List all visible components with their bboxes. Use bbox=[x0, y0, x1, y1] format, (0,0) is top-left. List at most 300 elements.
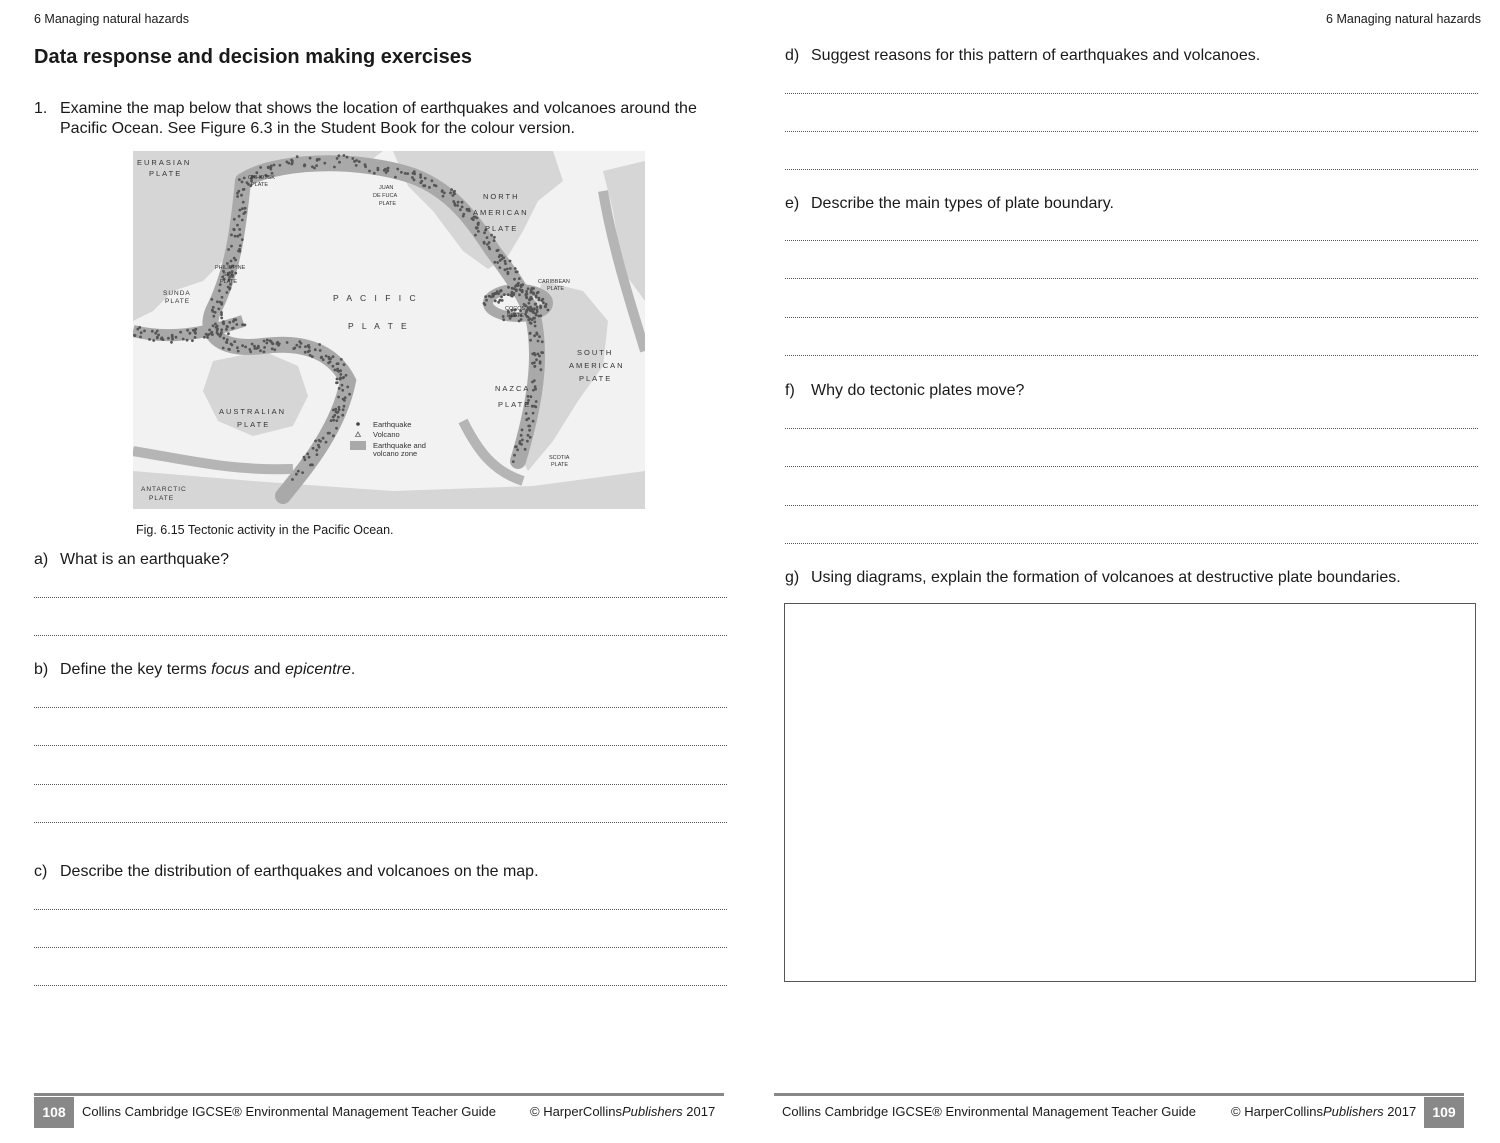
earthquake-dot bbox=[533, 321, 536, 324]
earthquake-dot bbox=[485, 299, 488, 302]
earthquake-dot bbox=[531, 353, 534, 356]
question-d-text: Suggest reasons for this pattern of earthquakes and volcanoes. bbox=[811, 47, 1261, 64]
question-b-term-epicentre: epicentre bbox=[285, 661, 351, 678]
earthquake-dot bbox=[309, 157, 312, 160]
earthquake-dot bbox=[186, 339, 189, 342]
earthquake-dot bbox=[320, 356, 323, 359]
earthquake-dot bbox=[228, 321, 231, 324]
earthquake-dot bbox=[503, 293, 506, 296]
answer-line[interactable] bbox=[785, 543, 1478, 544]
earthquake-dot bbox=[515, 445, 518, 448]
earthquake-dot bbox=[133, 334, 136, 337]
earthquake-dot bbox=[244, 346, 247, 349]
earthquake-dot bbox=[332, 434, 335, 437]
earthquake-dot bbox=[536, 292, 539, 295]
earthquake-dot bbox=[507, 293, 510, 296]
earthquake-dot bbox=[233, 340, 236, 343]
earthquake-dot bbox=[476, 217, 479, 220]
question-f-label: f) bbox=[785, 382, 795, 399]
earthquake-dot bbox=[513, 278, 516, 281]
earthquake-dot bbox=[412, 172, 415, 175]
earthquake-dot bbox=[332, 365, 335, 368]
earthquake-dot bbox=[226, 325, 229, 328]
earthquake-dot bbox=[527, 319, 530, 322]
answer-line[interactable] bbox=[785, 317, 1478, 318]
earthquake-dot bbox=[220, 328, 223, 331]
earthquake-dot bbox=[368, 170, 371, 173]
question-1-line-2: Pacific Ocean. See Figure 6.3 in the Student Book for the colour version. bbox=[60, 120, 575, 137]
earthquake-dot bbox=[329, 360, 332, 363]
earthquake-dot bbox=[516, 448, 519, 451]
earthquake-dot bbox=[234, 318, 237, 321]
earthquake-dot bbox=[538, 355, 541, 358]
answer-line[interactable] bbox=[785, 93, 1478, 94]
earthquake-dot bbox=[525, 412, 528, 415]
answer-line[interactable] bbox=[785, 466, 1478, 467]
earthquake-dot bbox=[336, 378, 339, 381]
answer-line[interactable] bbox=[34, 745, 727, 746]
earthquake-dot bbox=[488, 248, 491, 251]
earthquake-dot bbox=[313, 167, 316, 170]
earthquake-dot bbox=[328, 432, 331, 435]
earthquake-dot bbox=[232, 327, 235, 330]
earthquake-dot bbox=[530, 296, 533, 299]
earthquake-dot bbox=[235, 323, 238, 326]
earthquake-dot bbox=[461, 201, 464, 204]
earthquake-dot bbox=[291, 162, 294, 165]
label-philippine-1: PHILIPPINE bbox=[215, 265, 246, 271]
earthquake-dot bbox=[535, 296, 538, 299]
earthquake-dot bbox=[542, 301, 545, 304]
earthquake-dot bbox=[377, 168, 380, 171]
earthquake-dot bbox=[263, 340, 266, 343]
section-title: Data response and decision making exercises bbox=[34, 46, 472, 68]
question-d-label: d) bbox=[785, 47, 800, 64]
answer-line[interactable] bbox=[34, 635, 727, 636]
earthquake-dot bbox=[450, 188, 453, 191]
label-juan-1: JUAN bbox=[379, 185, 394, 191]
earthquake-dot bbox=[239, 250, 242, 253]
answer-line[interactable] bbox=[785, 240, 1478, 241]
earthquake-dot bbox=[518, 293, 521, 296]
copyright-right-post: 2017 bbox=[1383, 1104, 1417, 1119]
earthquake-dot bbox=[529, 306, 532, 309]
earthquake-dot bbox=[212, 315, 215, 318]
earthquake-dot bbox=[514, 267, 517, 270]
label-south-american-3: PLATE bbox=[579, 374, 613, 383]
earthquake-dot bbox=[527, 434, 530, 437]
earthquake-dot bbox=[506, 268, 509, 271]
question-d bbox=[785, 47, 1260, 65]
earthquake-dot bbox=[516, 270, 519, 273]
earthquake-dot bbox=[333, 166, 336, 169]
label-north-american-3: PLATE bbox=[485, 224, 519, 233]
earthquake-dot bbox=[152, 339, 155, 342]
earthquake-dot bbox=[528, 302, 531, 305]
answer-line[interactable] bbox=[785, 278, 1478, 279]
label-pacific-2: P L A T E bbox=[348, 321, 410, 331]
earthquake-dot bbox=[520, 285, 523, 288]
earthquake-dot bbox=[217, 308, 220, 311]
earthquake-dot bbox=[218, 289, 221, 292]
earthquake-dot bbox=[419, 181, 422, 184]
label-okhotsk-1: OKHOTSK bbox=[248, 175, 275, 181]
earthquake-dot bbox=[528, 429, 531, 432]
earthquake-dot bbox=[236, 195, 239, 198]
earthquake-dot bbox=[322, 358, 325, 361]
earthquake-dot bbox=[233, 218, 236, 221]
earthquake-dot bbox=[216, 325, 219, 328]
earthquake-dot bbox=[493, 239, 496, 242]
earthquake-dot bbox=[531, 362, 534, 365]
answer-line[interactable] bbox=[34, 909, 727, 910]
earthquake-dot bbox=[486, 236, 489, 239]
earthquake-dot bbox=[400, 171, 403, 174]
earthquake-dot bbox=[343, 363, 346, 366]
page-number-right: 109 bbox=[1424, 1097, 1464, 1128]
earthquake-dot bbox=[509, 267, 512, 270]
earthquake-dot bbox=[308, 349, 311, 352]
earthquake-dot bbox=[341, 389, 344, 392]
earthquake-dot bbox=[525, 309, 528, 312]
earthquake-dot bbox=[535, 358, 538, 361]
earthquake-dot bbox=[346, 156, 349, 159]
answer-line[interactable] bbox=[785, 131, 1478, 132]
earthquake-dot bbox=[483, 302, 486, 305]
earthquake-dot bbox=[477, 230, 480, 233]
earthquake-dot bbox=[241, 219, 244, 222]
earthquake-dot bbox=[449, 192, 452, 195]
earthquake-dot bbox=[527, 425, 530, 428]
earthquake-dot bbox=[404, 172, 407, 175]
earthquake-dot bbox=[456, 204, 459, 207]
earthquake-dot bbox=[194, 332, 197, 335]
earthquake-dot bbox=[297, 470, 300, 473]
earthquake-dot bbox=[472, 218, 475, 221]
legend-zone-swatch bbox=[350, 441, 366, 450]
earthquake-dot bbox=[533, 365, 536, 368]
earthquake-dot bbox=[457, 201, 460, 204]
label-antarctic-2: PLATE bbox=[149, 495, 175, 502]
earthquake-dot bbox=[301, 471, 304, 474]
earthquake-dot bbox=[241, 207, 244, 210]
earthquake-dot bbox=[193, 329, 196, 332]
earthquake-dot bbox=[461, 206, 464, 209]
earthquake-dot bbox=[241, 323, 244, 326]
earthquake-dot bbox=[532, 287, 535, 290]
label-sunda-2: PLATE bbox=[165, 298, 191, 305]
earthquake-dot bbox=[454, 204, 457, 207]
earthquake-dot bbox=[143, 330, 146, 333]
earthquake-dot bbox=[497, 249, 500, 252]
earthquake-dot bbox=[483, 242, 486, 245]
earthquake-dot bbox=[351, 157, 354, 160]
earthquake-dot bbox=[534, 303, 537, 306]
answer-line[interactable] bbox=[34, 707, 727, 708]
earthquake-dot bbox=[265, 342, 268, 345]
earthquake-dot bbox=[387, 167, 390, 170]
earthquake-dot bbox=[259, 349, 262, 352]
earthquake-dot bbox=[205, 333, 208, 336]
earthquake-dot bbox=[315, 164, 318, 167]
question-a-label: a) bbox=[34, 551, 49, 568]
earthquake-dot bbox=[535, 400, 538, 403]
question-g-text: Using diagrams, explain the formation of volcanoes at destructive plate boundaries. bbox=[811, 569, 1401, 586]
earthquake-dot bbox=[500, 296, 503, 299]
earthquake-dot bbox=[433, 184, 436, 187]
question-1-line-1: Examine the map below that shows the location of earthquakes and volcanoes around the bbox=[60, 100, 697, 117]
earthquake-dot bbox=[239, 233, 242, 236]
earthquake-dot bbox=[267, 166, 270, 169]
earthquake-dot bbox=[286, 341, 289, 344]
question-a bbox=[34, 551, 229, 569]
earthquake-dot bbox=[507, 271, 510, 274]
label-antarctic-1: ANTARCTIC bbox=[141, 486, 187, 493]
earthquake-dot bbox=[266, 339, 269, 342]
question-c-label: c) bbox=[34, 863, 48, 880]
label-nazca-2: PLATE bbox=[498, 400, 532, 409]
running-header-right: 6 Managing natural hazards bbox=[1326, 12, 1481, 26]
earthquake-dot bbox=[270, 165, 273, 168]
earthquake-dot bbox=[501, 299, 504, 302]
earthquake-dot bbox=[242, 201, 245, 204]
earthquake-dot bbox=[332, 419, 335, 422]
earthquake-dot bbox=[529, 339, 532, 342]
question-b-text-mid: and bbox=[249, 661, 286, 678]
earthquake-dot bbox=[504, 268, 507, 271]
answer-line[interactable] bbox=[34, 597, 727, 598]
footer-copyright-right bbox=[1231, 1104, 1416, 1119]
earthquake-dot bbox=[325, 355, 328, 358]
earthquake-dot bbox=[287, 162, 290, 165]
earthquake-dot bbox=[238, 178, 241, 181]
earthquake-dot bbox=[339, 378, 342, 381]
earthquake-dot bbox=[241, 344, 244, 347]
earthquake-dot bbox=[336, 157, 339, 160]
answer-line[interactable] bbox=[785, 505, 1478, 506]
label-caribbean-2: PLATE bbox=[547, 286, 565, 292]
earthquake-dot bbox=[335, 411, 338, 414]
legend-earthquake: Earthquake bbox=[373, 420, 412, 429]
earthquake-dot bbox=[459, 208, 462, 211]
earthquake-dot bbox=[269, 339, 272, 342]
earthquake-dot bbox=[239, 244, 242, 247]
earthquake-dot bbox=[316, 159, 319, 162]
earthquake-dot bbox=[492, 295, 495, 298]
earthquake-dot bbox=[338, 408, 341, 411]
question-c bbox=[34, 863, 539, 881]
earthquake-dot bbox=[358, 160, 361, 163]
earthquake-dot bbox=[509, 260, 512, 263]
earthquake-dot bbox=[273, 164, 276, 167]
page-number-left: 108 bbox=[34, 1097, 74, 1128]
earthquake-dot bbox=[259, 166, 262, 169]
label-scotia-2: PLATE bbox=[551, 462, 569, 468]
earthquake-dot bbox=[222, 337, 225, 340]
earthquake-dot bbox=[304, 458, 307, 461]
earthquake-dot bbox=[279, 164, 282, 167]
copyright-left-italic: Publishers bbox=[621, 1104, 683, 1119]
earthquake-dot bbox=[527, 287, 530, 290]
answer-line[interactable] bbox=[34, 822, 727, 823]
earthquake-dot bbox=[304, 351, 307, 354]
label-nazca-1: NAZCA bbox=[495, 384, 531, 393]
earthquake-dot bbox=[340, 358, 343, 361]
label-north-american-2: AMERICAN bbox=[473, 208, 529, 217]
earthquake-dot bbox=[496, 261, 499, 264]
earthquake-dot bbox=[220, 313, 223, 316]
earthquake-dot bbox=[314, 348, 317, 351]
earthquake-dot bbox=[536, 306, 539, 309]
earthquake-dot bbox=[484, 295, 487, 298]
question-e-text: Describe the main types of plate boundary. bbox=[811, 195, 1114, 212]
question-e-label: e) bbox=[785, 195, 800, 212]
earthquake-dot bbox=[468, 210, 471, 213]
earthquake-dot bbox=[532, 389, 535, 392]
question-c-text: Describe the distribution of earthquakes and volcanoes on the map. bbox=[60, 863, 539, 880]
earthquake-dot bbox=[342, 408, 345, 411]
earthquake-dot bbox=[236, 224, 239, 227]
earthquake-dot bbox=[242, 212, 245, 215]
earthquake-dot bbox=[307, 344, 310, 347]
earthquake-dot bbox=[452, 200, 455, 203]
earthquake-dot bbox=[534, 325, 537, 328]
earthquake-dot bbox=[499, 254, 502, 257]
answer-line[interactable] bbox=[34, 947, 727, 948]
earthquake-dot bbox=[272, 342, 275, 345]
answer-line[interactable] bbox=[785, 428, 1478, 429]
earthquake-dot bbox=[538, 297, 541, 300]
earthquake-dot bbox=[502, 318, 505, 321]
earthquake-dot bbox=[494, 300, 497, 303]
earthquake-dot bbox=[243, 177, 246, 180]
earthquake-dot bbox=[227, 332, 230, 335]
earthquake-dot bbox=[515, 288, 518, 291]
earthquake-dot bbox=[140, 331, 143, 334]
earthquake-dot bbox=[336, 368, 339, 371]
earthquake-dot bbox=[394, 176, 397, 179]
question-1 bbox=[34, 100, 734, 138]
question-f bbox=[785, 382, 1024, 400]
question-f-text: Why do tectonic plates move? bbox=[811, 382, 1025, 399]
earthquake-dot bbox=[337, 370, 340, 373]
earthquake-dot bbox=[238, 228, 241, 231]
earthquake-dot bbox=[241, 181, 244, 184]
label-sunda-1: SUNDA bbox=[163, 290, 191, 297]
earthquake-dot bbox=[318, 343, 321, 346]
earthquake-dot bbox=[323, 162, 326, 165]
answer-line[interactable] bbox=[34, 985, 727, 986]
earthquake-dot bbox=[273, 348, 276, 351]
answer-line[interactable] bbox=[34, 784, 727, 785]
earthquake-dot bbox=[334, 369, 337, 372]
earthquake-dot bbox=[139, 336, 142, 339]
earthquake-dot bbox=[525, 290, 528, 293]
answer-line[interactable] bbox=[785, 169, 1478, 170]
earthquake-dot bbox=[396, 168, 399, 171]
earthquake-dot bbox=[329, 357, 332, 360]
earthquake-dot bbox=[208, 329, 211, 332]
running-header-left: 6 Managing natural hazards bbox=[34, 12, 189, 26]
earthquake-dot bbox=[344, 396, 347, 399]
earthquake-dot bbox=[424, 177, 427, 180]
earthquake-dot bbox=[225, 328, 228, 331]
earthquake-dot bbox=[338, 161, 341, 164]
earthquake-dot bbox=[319, 349, 322, 352]
earthquake-dot bbox=[309, 354, 312, 357]
earthquake-dot bbox=[304, 345, 307, 348]
earthquake-dot bbox=[519, 440, 522, 443]
earthquake-dot bbox=[406, 172, 409, 175]
earthquake-dot bbox=[227, 248, 230, 251]
earthquake-dot bbox=[348, 393, 351, 396]
earthquake-dot bbox=[222, 347, 225, 350]
earthquake-dot bbox=[337, 396, 340, 399]
earthquake-dot bbox=[539, 314, 542, 317]
earthquake-dot bbox=[189, 332, 192, 335]
label-south-american-2: AMERICAN bbox=[569, 361, 625, 370]
earthquake-dot bbox=[236, 192, 239, 195]
earthquake-dot bbox=[306, 453, 309, 456]
label-philippine-2: SEA bbox=[223, 272, 235, 278]
earthquake-dot bbox=[364, 163, 367, 166]
earthquake-dot bbox=[298, 346, 301, 349]
earthquake-dot bbox=[243, 188, 246, 191]
earthquake-dot bbox=[497, 301, 500, 304]
earthquake-dot bbox=[212, 324, 215, 327]
earthquake-dot bbox=[257, 346, 260, 349]
earthquake-dot bbox=[220, 331, 223, 334]
earthquake-dot bbox=[343, 405, 346, 408]
earthquake-dot bbox=[203, 336, 206, 339]
earthquake-dot bbox=[316, 453, 319, 456]
footer-copyright-left bbox=[530, 1104, 715, 1119]
earthquake-dot bbox=[511, 291, 514, 294]
earthquake-dot bbox=[148, 338, 151, 341]
earthquake-dot bbox=[317, 444, 320, 447]
earthquake-dot bbox=[343, 154, 346, 157]
earthquake-dot bbox=[336, 362, 339, 365]
earthquake-dot bbox=[229, 287, 232, 290]
footer-book-title-right: Collins Cambridge IGCSE® Environmental Management Teacher Guide bbox=[782, 1104, 1196, 1119]
earthquake-dot bbox=[504, 262, 507, 265]
label-north-american-1: NORTH bbox=[483, 192, 520, 201]
diagram-answer-box[interactable] bbox=[784, 603, 1476, 982]
earthquake-dot bbox=[474, 234, 477, 237]
copyright-right-italic: Publishers bbox=[1322, 1104, 1384, 1119]
earthquake-dot bbox=[214, 311, 217, 314]
earthquake-dot bbox=[319, 440, 322, 443]
answer-line[interactable] bbox=[785, 355, 1478, 356]
earthquake-dot bbox=[182, 338, 185, 341]
earthquake-dot bbox=[544, 305, 547, 308]
earthquake-dot bbox=[502, 315, 505, 318]
earthquake-dot bbox=[451, 194, 454, 197]
earthquake-dot bbox=[309, 464, 312, 467]
earthquake-dot bbox=[239, 209, 242, 212]
label-juan-2: DE FUCA bbox=[373, 193, 398, 199]
earthquake-dot bbox=[216, 300, 219, 303]
earthquake-dot bbox=[246, 181, 249, 184]
question-b-text-post: . bbox=[350, 661, 356, 678]
question-b-label: b) bbox=[34, 661, 49, 678]
earthquake-dot bbox=[253, 345, 256, 348]
earthquake-dot bbox=[191, 339, 194, 342]
earthquake-dot bbox=[221, 296, 224, 299]
earthquake-dot bbox=[497, 292, 500, 295]
earthquake-dot bbox=[296, 155, 299, 158]
earthquake-dot bbox=[186, 329, 189, 332]
